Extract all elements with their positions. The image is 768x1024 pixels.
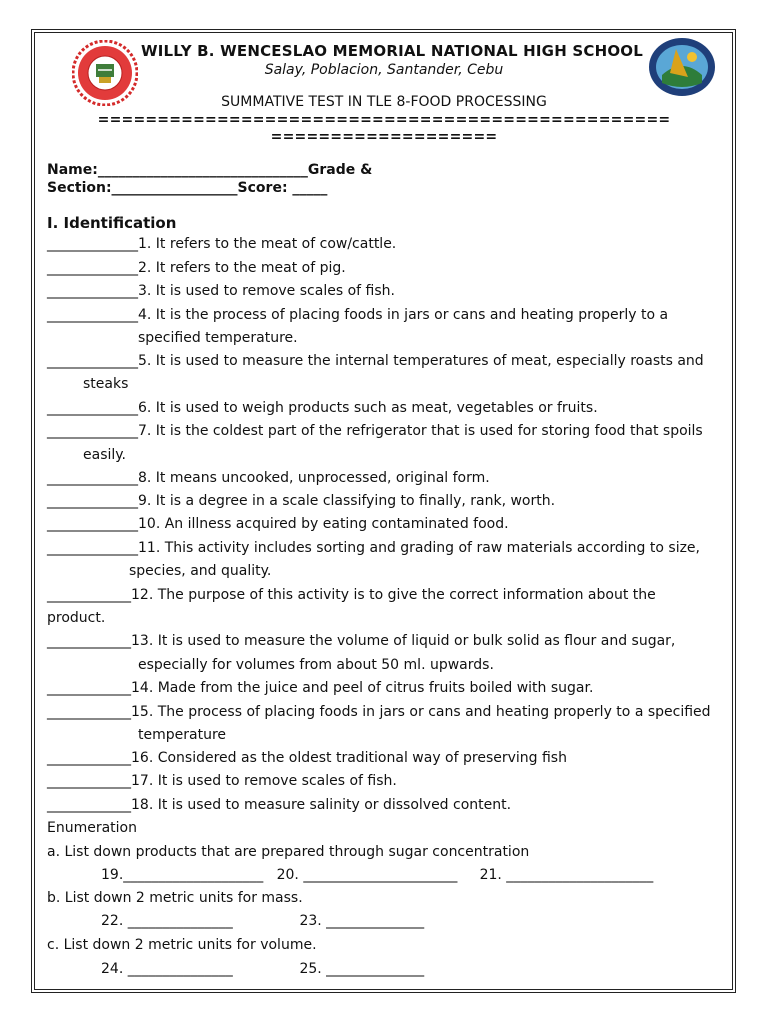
enumeration-heading: Enumeration (47, 820, 137, 836)
test-title: SUMMATIVE TEST IN TLE 8-FOOD PROCESSING (221, 94, 547, 110)
enumeration-c-prompt: c. List down 2 metric units for volume. (47, 937, 317, 953)
question-8: _____________8. It means uncooked, unprocessed, original form. (47, 470, 490, 486)
question-15: ____________15. The process of placing foods in jars or cans and heating properly to a specified (47, 704, 711, 720)
question-4: _____________4. It is the process of placing foods in jars or cans and heating properly to a (47, 307, 669, 323)
question-4-cont: specified temperature. (138, 330, 298, 346)
question-18: ____________18. It is used to measure salinity or dissolved content. (47, 797, 512, 813)
question-13: ____________13. It is used to measure the volume of liquid or bulk solid as flour and sugar, (47, 633, 676, 649)
question-15-cont: temperature (138, 727, 226, 743)
question-7-cont: easily. (83, 447, 127, 463)
question-5-cont: steaks (83, 376, 129, 392)
question-11: _____________11. This activity includes sorting and grading of raw materials according to size, (47, 540, 700, 556)
question-12: ____________12. The purpose of this activity is to give the correct information about the (47, 587, 656, 603)
question-2: _____________2. It refers to the meat of pig. (47, 260, 346, 276)
question-16: ____________16. Considered as the oldest traditional way of preserving fish (47, 750, 567, 766)
enumeration-b-prompt: b. List down 2 metric units for mass. (47, 890, 303, 906)
question-13-cont: especially for volumes from about 50 ml. upwards. (138, 657, 494, 673)
enumeration-b-answers[interactable]: 22. _______________ 23. ______________ (101, 913, 425, 929)
school-address: Salay, Poblacion, Santander, Cebu (264, 62, 504, 78)
section-score-field[interactable]: Section:__________________Score: _____ (47, 180, 328, 196)
enumeration-c-answers[interactable]: 24. _______________ 25. ______________ (101, 961, 425, 977)
question-1: _____________1. It refers to the meat of cow/cattle. (47, 236, 397, 252)
question-7: _____________7. It is the coldest part of the refrigerator that is used for storing food that spoils (47, 423, 703, 439)
identification-heading: I. Identification (47, 214, 177, 232)
question-11-cont: species, and quality. (129, 563, 272, 579)
enumeration-a-prompt: a. List down products that are prepared through sugar concentration (47, 844, 530, 860)
question-3: _____________3. It is used to remove scales of fish. (47, 283, 395, 299)
divider-line-short: =================== (270, 129, 498, 145)
divider-line: ================================================ (97, 112, 671, 128)
question-6: _____________6. It is used to weigh products such as meat, vegetables or fruits. (47, 400, 598, 416)
question-10: _____________10. An illness acquired by eating contaminated food. (47, 516, 509, 532)
school-name: WILLY B. WENCESLAO MEMORIAL NATIONAL HIGH SCHOOL (140, 42, 643, 60)
question-17: ____________17. It is used to remove scales of fish. (47, 773, 397, 789)
question-12-cont: product. (47, 610, 106, 626)
name-grade-field[interactable]: Name:______________________________Grade & (47, 162, 373, 178)
question-9: _____________9. It is a degree in a scale classifying to finally, rank, worth. (47, 493, 556, 509)
question-14: ____________14. Made from the juice and peel of citrus fruits boiled with sugar. (47, 680, 594, 696)
question-5: _____________5. It is used to measure the internal temperatures of meat, especially roasts and (47, 353, 704, 369)
enumeration-a-answers[interactable]: 19.____________________ 20. ______________________ 21. _____________________ (101, 867, 654, 883)
